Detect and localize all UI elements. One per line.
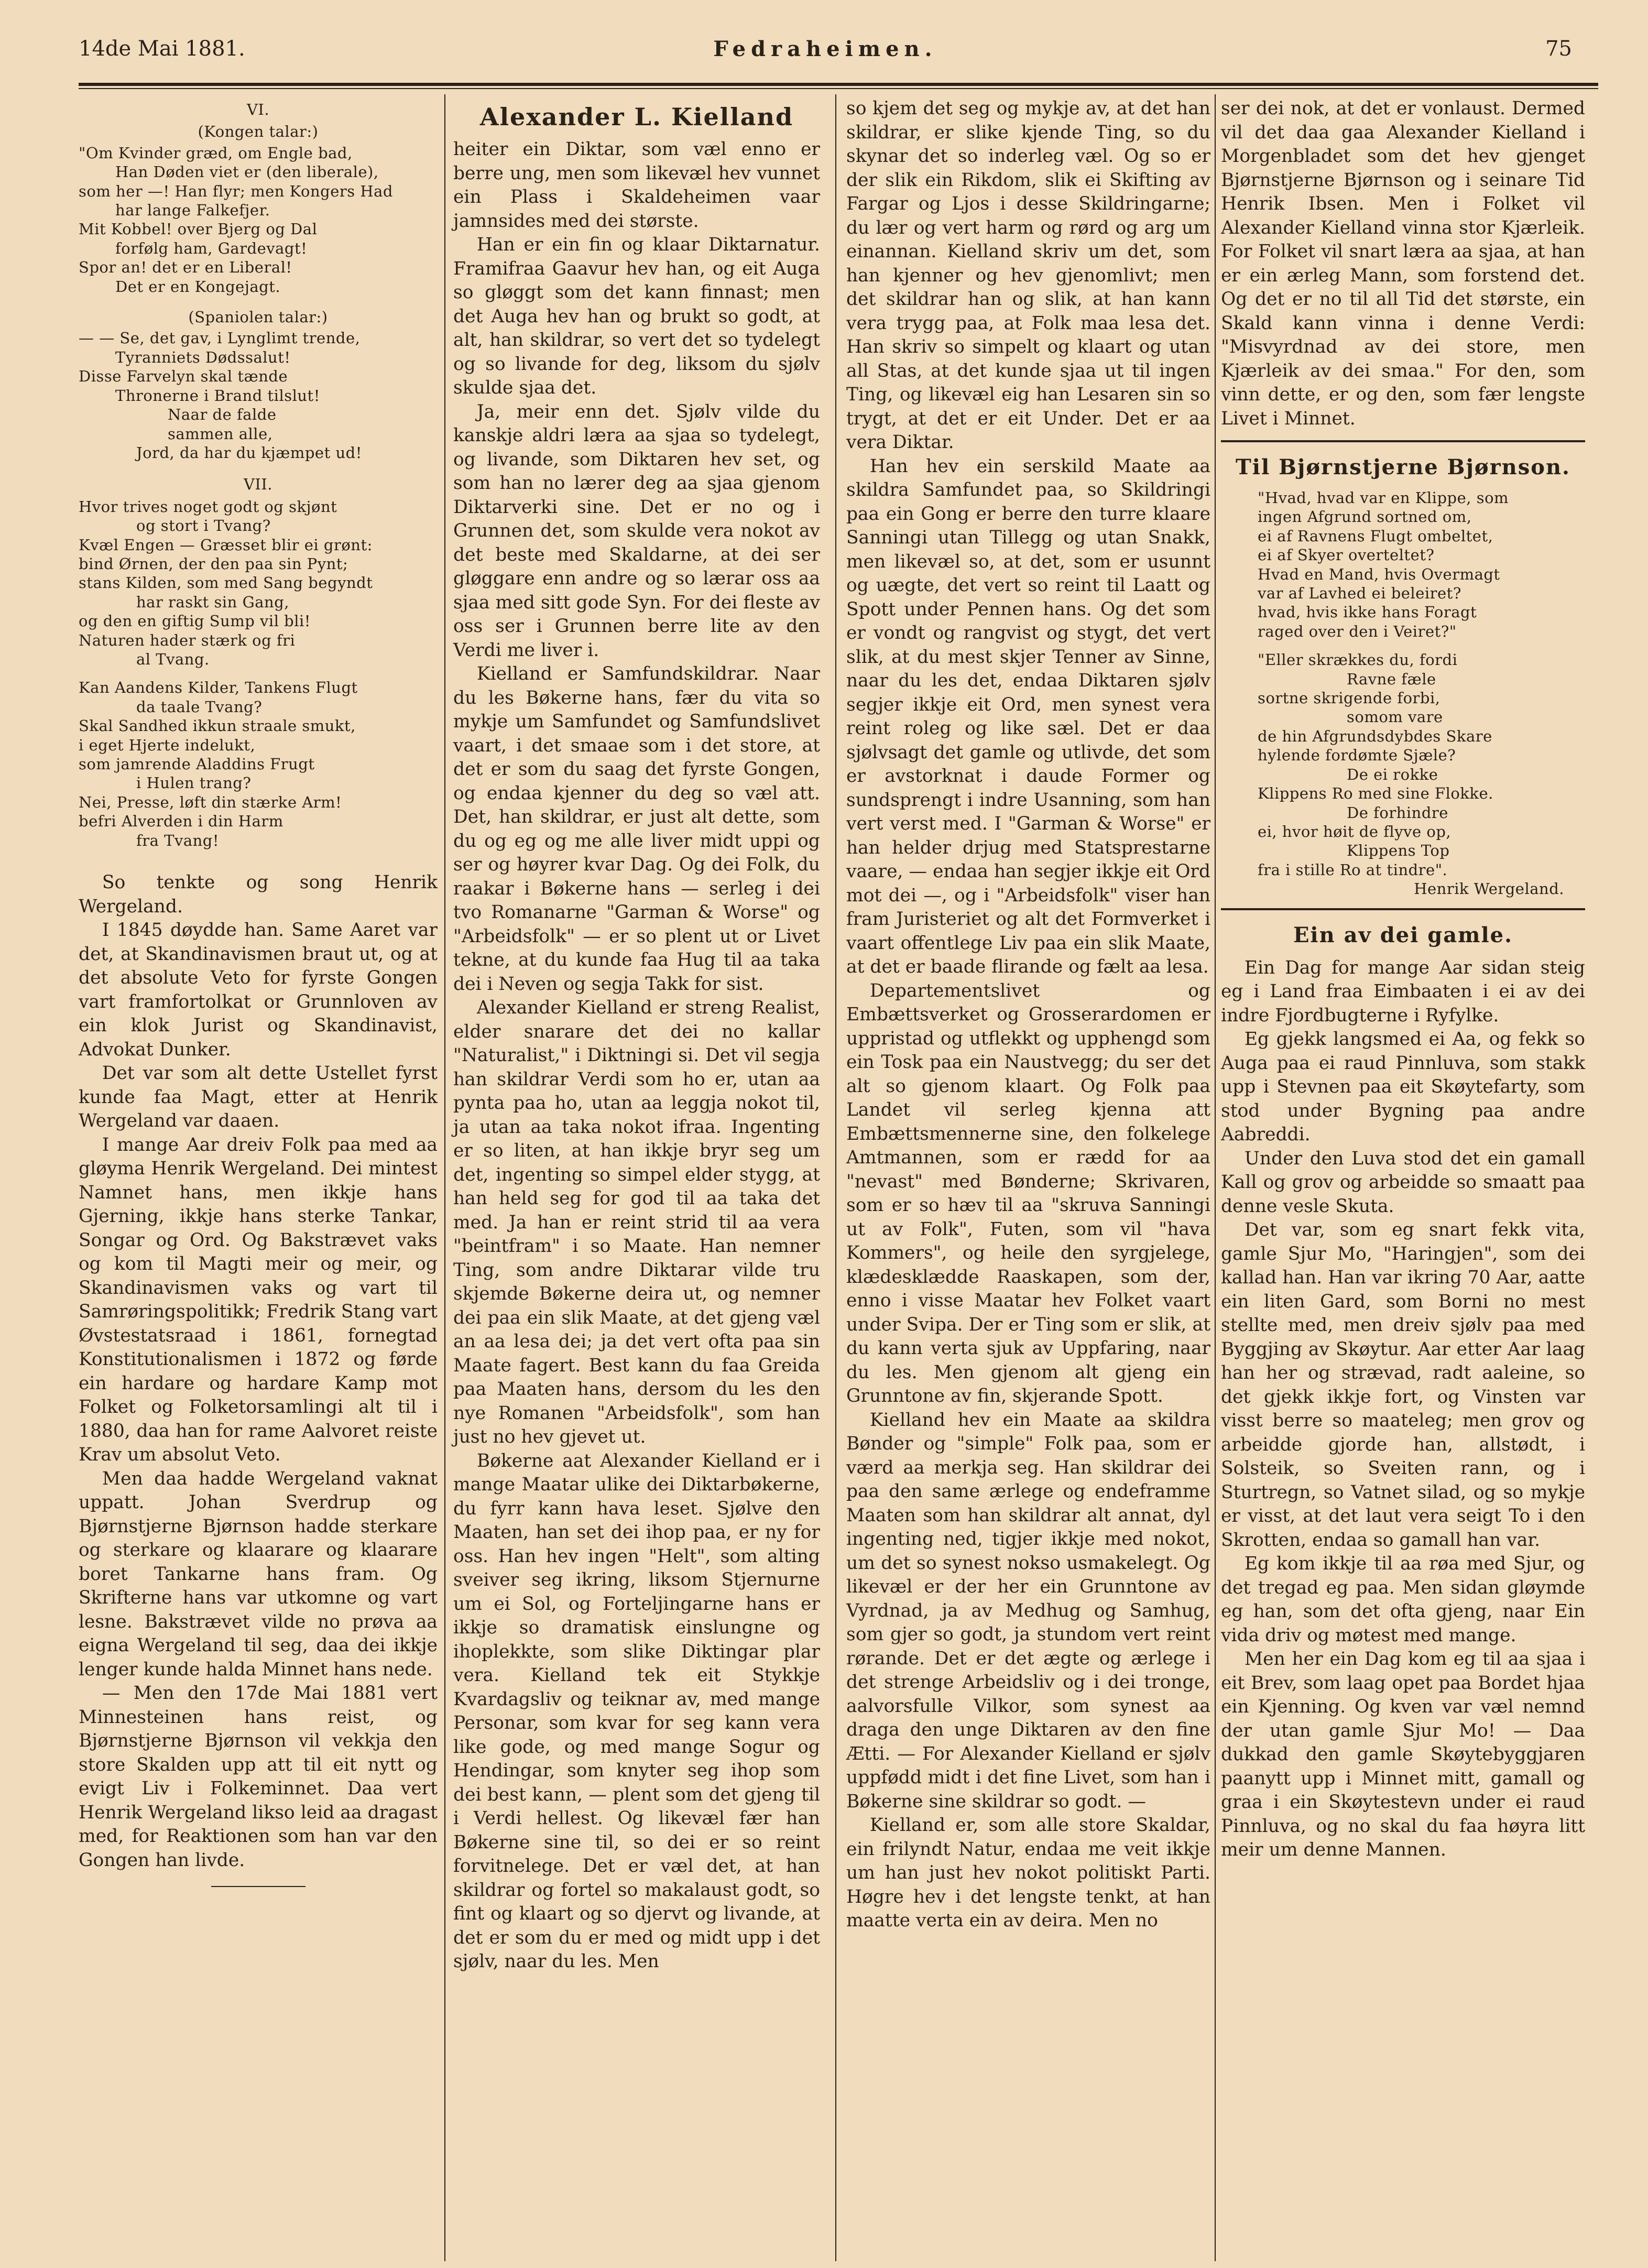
poem-line: ei af Ravnens Flugt ombeltet, [1258, 527, 1493, 545]
poem-line: de hin Afgrundsdybdes Skare [1258, 727, 1492, 745]
poem-line: ei, hvor høit de flyve op, [1258, 822, 1451, 841]
column-2 [453, 97, 820, 1974]
paragraph: Han er ein fin og klaar Diktarnatur. Framifraa Gaavur hev han, og eit Auga so gløggt som det kann finnast; men det Auga hev han og brukt so godt, at alt, han skildrar, so vert det so tydelegt og so livande for deg, liksom du sjølv skulde sjaa det. [453, 234, 820, 398]
column-1 [79, 97, 438, 1887]
header-date: 14de Mai 1881. [79, 37, 245, 61]
poem-line: al Tvang. [136, 650, 210, 668]
paragraph: so kjem det seg og mykje av, at det han skildrar, er slike kjende Ting, so du skynar det so inderleg væl. Og so er der slik ein Rikdom, slik ei Skifting av Fargar og Ljos i desse Skildringarne; du lær og vert harm og rørd og arg um einannan. Kielland skriv um det, som han kjenner og hev gjenomlivt; men det skildrar han og slik, at han kann vera trygg paa, at Folk maa lesa det. Han skriv so simpelt og klaart og utan all Stas, at det kunde sjaa ut til ingen Ting, og likevæl eig han Lesaren sin so trygt, at det er eit Under. Det er aa vera Diktar. [846, 98, 1210, 453]
poem-line: Kan Aandens Kilder, Tankens Flugt [79, 679, 358, 697]
poem-line: Jord, da har du kjæmpet ud! [136, 443, 362, 462]
poem-line: somom vare [1347, 708, 1443, 726]
poem-line: sortne skrigende forbi, [1258, 689, 1440, 707]
paragraph: Eg kom ikkje til aa røa med Sjur, og det tregad eg paa. Men sidan gløymde eg han, som det ofta gjeng, naar Ein vida driv og møtest med mange. [1221, 1553, 1585, 1646]
poem-line: da taale Tvang? [136, 697, 263, 716]
poem-line: Tyranniets Dødssalut! [115, 348, 291, 366]
poem-line: har lange Falkefjer. [115, 201, 270, 220]
poem-line: fra i stille Ro at tindre". [1258, 860, 1448, 879]
poem-line: ei af Skyer overteltet? [1258, 546, 1435, 564]
header-rule [79, 83, 1598, 86]
poem-line: Naturen hader stærk og fri [79, 631, 296, 649]
poem-line: i eget Hjerte indelukt, [79, 736, 256, 754]
paragraph: Departementslivet og Embættsverket og Grosserardomen er uppristad og utflekkt og upphengd som ein Tosk paa ein Naustvegg; du ser det alt so gjenom klaart. Og Folk paa Landet vil serleg kjenna att Embættsmennerne sine, den folkelege Amtmannen, som er rædd for aa "nevast" med Bønderne; Skrivaren, som er so hæv til aa "skruva Sanningi ut av Folk", Futen, som vil "hava Kommers", og heile den syrgjelege, klædesklædde Raaskapen, som der, enno i visse Maatar hev Folket vaart under Svipa. Der er Ting som er slik, at du kann verta sjuk av Uppfaring, naar du les. Men gjenom alt gjeng ein Grunntone av fin, skjerande Spott. [846, 980, 1210, 1406]
page-header [79, 37, 1572, 68]
paragraph: Kielland er Samfundskildrar. Naar du les Bøkerne hans, fær du vita so mykje um Samfundet og Samfundslivet vaart, i det smaae som i det store, at det er som du saag det fyrste Gongen, og endaa kjenner du deg so væl att. Det, han skildrar, er just alt dette, som du og eg og me alle liver midt uppi og ser og høyrer kvar Dag. Og dei Folk, du raakar i Bøkerne hans — serleg i dei tvo Romanarne "Garman & Worse" og "Arbeidsfolk" — er so plent ut or Livet tekne, at du kunde faa Hug til aa taka dei i Neven og segja Takk for sist. [453, 663, 820, 995]
paragraph: Han hev ein serskild Maate aa skildra Samfundet paa, so Skildringi paa ein Gong er berre den turre klaare Sanningi utan Tillegg og utan Snakk, men likevæl so, at det, som er usunnt og uægte, det vert so reint til Laatt og Spott under Pennen hans. Og det som er vondt og rangvist og stygt, det vert slik, at du mest skjer Tenner av Sinne, naar du les det, endaa Diktaren sjølv segjer ikkje eit Ord, men synest vera reint roleg og like sæl. Det er daa sjølvsagt det gamle og utlivde, det som er avstorknat i daude Former og sundsprengt i indre Usanning, som han vert verst med. I "Garman & Worse" er han helder drjug med Statsprestarne vaare, — endaa han segjer ikkje eit Ord mot dei —, og i "Arbeidsfolk" viser han fram Juristeriet og alt det Formverket i vaart offentlege Liv paa ein slik Maate, at det er baade flirande og fælt aa lesa. [846, 455, 1210, 977]
poem-line: og stort i Tvang? [136, 517, 271, 535]
paragraph: — Men den 17de Mai 1881 vert Minnesteinen hans reist, og Bjørnstjerne Bjørnson vil vekkja den store Skalden upp att til eit nytt og evigt Liv i Folkeminnet. Daa vert Henrik Wergeland likso leid aa dragast med, for Reaktionen som han var den Gongen han livde. [79, 1683, 438, 1871]
poem-line: bind Ørnen, der den paa sin Pynt; [79, 554, 348, 573]
poem-line: og den en giftig Sump vil bli! [79, 612, 311, 630]
poem-line: har raskt sin Gang, [136, 593, 289, 611]
poem-line: Skal Sandhed ikkun straale smukt, [79, 717, 356, 735]
paragraph: Alexander Kielland er streng Realist, elder snarare det dei no kallar "Naturalist," i Diktningi si. Det vil segja han skildrar Verdi som ho er, utan aa pynta paa ho, utan aa leggja nokot til, ja utan aa taka nokot ifraa. Ingenting er so liten, at han ikkje bryr seg um det, ingenting so simpel elder stygg, at han held seg for god til aa taka det med. Ja han er reint strid til aa vera "beintfram" i so Maate. Han nemner Ting, som andre Diktarar vilde tru skjemde Bøkerne deira ut, og nemner dei paa ein slik Maate, at det gjeng væl an aa lesa dei; ja det vert ofta paa sin Maate fagert. Best kann du faa Greida paa Maaten hans, dersom du les den nye Romanen "Arbeidsfolk", som han just no hev gjevet ut. [453, 997, 820, 1447]
poem-line: "Om Kvinder græd, om Engle bad, [79, 144, 353, 162]
poem-line: i Hulen trang? [136, 774, 252, 792]
poem-line: — — Se, det gav, i Lynglimt trende, [79, 329, 361, 347]
paragraph: Det var, som eg snart fekk vita, gamle Sjur Mo, "Haringjen", som dei kallad han. Han var ikring 70 Aar, aatte ein liten Gard, som Borni no mest stellte med, men dreiv sjølv paa med Byggjing av Skøytur. Aar etter Aar laag han her og strævad, radt aaleine, so det gjekk ikkje fort, og Vinsten var visst berre so maateleg; men grov og arbeidde gjorde han, allstødt, i Solsteik, so Sveiten rann, og i Sturtregn, so Vatnet silad, og so mykje er visst, at det laut vera seigt To i den Skrotten, endaa so gamall han var. [1221, 1219, 1585, 1551]
paragraph: Bøkerne aat Alexander Kielland er i mange Maatar ulike dei Diktarbøkerne, du fyrr kann hava leset. Sjølve den Maaten, han set dei ihop paa, er ny for oss. Han hev ingen "Helt", som alting sveiver seg ikring, liksom Stjernurne um ei Sol, og Forteljingarne hans er ikkje so dramatisk einslungne og ihoplekkte, som slike Diktingar plar vera. Kielland tek eit Stykkje Kvardagsliv og teiknar av, med mange Personar, som kvar for seg kann vera like gode, og med mange Sogur og Hendingar, som knyter seg ihop som dei best kann, — plent som det gjeng til i Verdi hellest. Og likevæl fær han Bøkerne sine til, so dei er so reint forvitnelege. Det er væl det, at han skildrar og fortel so makalaust godt, so fint og klaart og so djervt og livande, at det er som du er med og midt upp i det sjølv, naar du les. Men [453, 1450, 820, 1972]
poem-to-bjornson [1221, 488, 1585, 899]
poem-line: Hvad en Mand, hvis Overmagt [1258, 565, 1500, 583]
paragraph: Eg gjekk langsmed ei Aa, og fekk so Auga paa ei raud Pinnluva, som stakk upp i Stevnen paa eit Skøytefarty, som stod under Bygning paa andre Aabreddi. [1221, 1029, 1585, 1146]
poem-line: De forhindre [1347, 803, 1448, 822]
poem-title-bjornson: Til Bjørnstjerne Bjørnson. [1236, 455, 1570, 479]
poem-speaker: (Kongen talar:) [198, 123, 319, 141]
column-divider [1215, 94, 1216, 2261]
poem-line: ingen Afgrund sortned om, [1258, 508, 1472, 526]
story-title: Ein av dei gamle. [1293, 922, 1513, 947]
poem-part-number: VI. [246, 101, 270, 118]
paragraph: ser dei nok, at det er vonlaust. Dermed vil det daa gaa Alexander Kielland i Morgenbladet som det hev gjenget Bjørnstjerne Bjørnson og i seinare Tid Henrik Ibsen. Men i Folket vil Alexander Kielland vinna stor Kjærleik. For Folket vil snart læra aa sjaa, at han er ein ærleg Mann, som forstend det. Og det er no til all Tid det største, ein Skald kann vinna i denne Verdi: "Misvyrdnad av dei store, men Kjærleik av dei smaa." For den, som vinn dette, er og den, som fær lengste Livet i Minnet. [1221, 98, 1585, 429]
poem-line: hvad, hvis ikke hans Foragt [1258, 603, 1477, 621]
poem-part-number: VII. [243, 475, 273, 494]
paragraph: I 1845 døydde han. Same Aaret var det, at Skandinavismen braut ut, og at det absolute Veto for fyrste Gongen vart framfortolkat or Grunnloven av ein klok Jurist og Skandinavist, Advokat Dunker. [79, 920, 438, 1060]
page-number: 75 [1545, 37, 1572, 61]
poem-line: Klippens Ro med sine Flokke. [1258, 784, 1493, 803]
paragraph: Under den Luva stod det ein gamall Kall og grov og arbeidde so smaatt paa denne vesle Skuta. [1221, 1148, 1585, 1217]
poem-line: stans Kilden, som med Sang begyndt [79, 574, 373, 592]
poem-line: Ravne fæle [1347, 670, 1436, 688]
newspaper-title: Fedraheimen. [713, 37, 937, 61]
paragraph: Men daa hadde Wergeland vaknat uppatt. Johan Sverdrup og Bjørnstjerne Bjørnson hadde sterkare og sterkare og klaarare og klaarare boret Tankarne hans fram. Og Skrifterne hans var utkomne og vart lesne. Bakstrævet vilde no prøva aa eigna Wergeland til seg, daa dei ikkje lenger kunde halda Minnet hans nede. [79, 1468, 438, 1680]
poem-line: befri Alverden i din Harm [79, 812, 283, 831]
poem-line: Spor an! det er en Liberal! [79, 258, 292, 277]
paragraph: heiter ein Diktar, som væl enno er berre ung, men som likevæl hev vunnet ein Plass i Skaldeheimen vaar jamnsides med dei største. [453, 139, 820, 232]
article-title-kielland: Alexander L. Kielland [479, 103, 794, 131]
poem-line: Kvæl Engen — Græsset blir ei grønt: [79, 536, 373, 554]
poem-line: De ei rokke [1347, 765, 1438, 783]
header-rule-thin [79, 88, 1598, 89]
paragraph: Det var som alt dette Ustellet fyrst kunde faa Magt, etter at Henrik Wergeland var daaen. [79, 1063, 438, 1132]
section-rule [1221, 908, 1585, 910]
paragraph: I mange Aar dreiv Folk paa med aa gløyma Henrik Wergeland. Dei mintest Namnet hans, men ikkje hans Gjerning, ikkje hans sterke Tankar, Songar og Ord. Og Bakstrævet vaks og kom til Magti meir og meir, og Skandinavismen vaks og vart til Samrøringspolitikk; Fredrik Stang vart Øvstestatsraad i 1861, fornegtad Konstitutionalismen i 1872 og førde ein hardare og hardare Kamp mot Folket og Folketorsamlingi alt til i 1880, daa han for rame Aalvoret reiste Krav um absolut Veto. [79, 1134, 438, 1466]
poem-line: som her —! Han flyr; men Kongers Had [79, 182, 393, 200]
poem-line: Hvor trives noget godt og skjønt [79, 497, 337, 516]
poem-line: Thronerne i Brand tilslut! [115, 386, 320, 405]
poem-line: "Hvad, hvad var en Klippe, som [1258, 489, 1509, 507]
poem-line: Nei, Presse, løft din stærke Arm! [79, 793, 342, 811]
poem-line: som jamrende Aladdins Frugt [79, 755, 315, 773]
column-divider [835, 94, 836, 2261]
paragraph: Ein Dag for mange Aar sidan steig eg i Land fraa Eimbaaten i ei av dei indre Fjordbugterne i Ryfylke. [1221, 957, 1585, 1026]
poem-speaker: (Spaniolen talar:) [188, 308, 328, 326]
column-3 [846, 97, 1210, 1933]
poem-line: sammen alle, [168, 424, 273, 443]
column-divider [444, 94, 445, 2261]
poem-author: Henrik Wergeland. [1414, 880, 1564, 898]
paragraph: So tenkte og song Henrik Wergeland. [79, 872, 438, 917]
paragraph: Kielland hev ein Maate aa skildra Bønder og "simple" Folk paa, som er værd aa merkja seg. Han skildrar dei paa den same ærlege og endeframme Maaten som han skildrar alt annat, dyl ingenting ned, tigjer ikkje med nokot, um det so synest nokso usmakelegt. Og likevæl er der her ein Grunntone av Vyrdnad, ja av Medhug og Samhug, som gjer so godt, ja stundom vert reint rørande. Det er det ægte og ærlege i det strenge Arbeidsliv og i dei tronge, aalvorsfulle Vilkor, som synest aa draga den unge Diktaren av den fine Ætti. — For Alexander Kielland er sjølv uppfødd midt i det fine Livet, som han i Bøkerne sine skildrar so godt. — [846, 1409, 1210, 1812]
poem-line: var af Lavhed ei beleiret? [1258, 584, 1461, 603]
poem-line: Naar de falde [168, 406, 277, 424]
poem-line: Disse Farvelyn skal tænde [79, 367, 288, 386]
paragraph: Kielland er, som alle store Skaldar, ein frilyndt Natur, endaa me veit ikkje um han just hev nokot politiskt Parti. Høgre hev i det lengste tenkt, at han maatte verta ein av deira. Men no [846, 1815, 1210, 1931]
poem-line: "Eller skrækkes du, fordi [1258, 651, 1458, 669]
poem-line: raged over den i Veiret?" [1258, 622, 1457, 640]
poem-line: hylende fordømte Sjæle? [1258, 746, 1456, 765]
paragraph: Men her ein Dag kom eg til aa sjaa i eit Brev, som laag opet paa Bordet hjaa ein Kjenning. Og kven var væl nemnd der utan gamle Sjur Mo! — Daa dukkad den gamle Skøytebyggjaren paanytt upp i Minnet mitt, gamall og graa i ein Skøytestevn under ei raud Pinnluva, og no skal du faa høyra litt meir um denne Mannen. [1221, 1649, 1585, 1861]
paragraph: Ja, meir enn det. Sjølv vilde du kanskje aldri læra aa sjaa so tydelegt, og livande, som Diktaren hev set, og som han no lærer deg aa sjaa gjenom Diktarverki sine. Det er no og i Grunnen det, som skulde vera nokot av det beste med Skaldarne, at dei ser gløggare enn andre og so lærar oss aa sjaa med sitt gode Syn. For dei fleste av oss ser i Grunnen berre lite av den Verdi me liver i. [453, 401, 820, 661]
poem-line: forfølg ham, Gardevagt! [115, 239, 308, 257]
section-rule [1221, 440, 1585, 442]
poem-line: fra Tvang! [136, 831, 220, 849]
end-rule [211, 1886, 305, 1887]
poem-line: Klippens Top [1347, 842, 1450, 860]
wergeland-poem-excerpt [79, 100, 438, 850]
column-4 [1221, 97, 1585, 1862]
poem-line: Han Døden viet er (den liberale), [115, 163, 379, 181]
poem-line: Mit Kobbel! over Bjerg og Dal [79, 220, 318, 238]
poem-line: Det er en Kongejagt. [115, 277, 281, 296]
